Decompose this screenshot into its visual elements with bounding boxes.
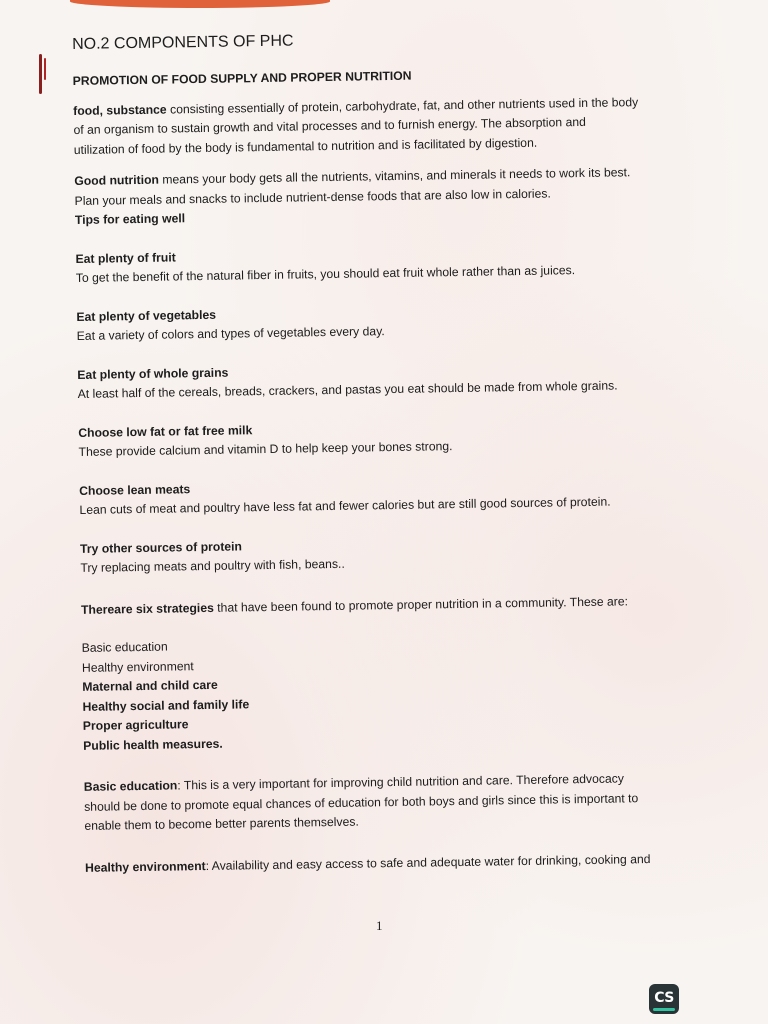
tip-heading: Choose lean meats [79, 481, 191, 498]
tips-heading: Tips for eating well [74, 211, 186, 227]
tip-heading: Try other sources of protein [79, 538, 243, 556]
strategies-intro-text: that have been found to promote proper nutrition in a community. These are: [213, 593, 629, 615]
tip-text: Try replacing meats and poultry with fish, beans.. [80, 556, 345, 575]
margin-mark [39, 54, 42, 94]
basic-education-line-2: should be done to promote equal chances of education for both boys and girls since this is important to [84, 790, 639, 814]
good-nutrition-line-2: Plan your meals and snacks to include nutrient-dense foods that are also low in calories. [74, 185, 551, 208]
tip-text: These provide calcium and vitamin D to help keep your bones strong. [78, 439, 453, 459]
list-item: Basic education [81, 639, 168, 655]
strategies-intro-lead: Thereare six strategies [80, 600, 214, 617]
strategies-list [82, 629, 714, 756]
basic-education-line-3: enable them to become better parents themselves. [84, 814, 359, 833]
good-nutrition-lead: Good nutrition [74, 172, 160, 188]
intro-line-1: consisting essentially of protein, carbohydrate, fat, and other nutrients used in the body [166, 94, 639, 117]
healthy-environment-lead: Healthy environment [84, 858, 206, 875]
tip-heading: Choose low fat or fat free milk [78, 422, 253, 440]
list-item: Maternal and child care [82, 677, 218, 694]
tip-heading: Eat plenty of vegetables [76, 307, 217, 324]
section-subtitle: PROMOTION OF FOOD SUPPLY AND PROPER NUTRITION [72, 68, 412, 88]
basic-education-line-1: : This is a very important for improving child nutrition and care. Therefore advocacy [177, 771, 624, 793]
list-item: Healthy environment [81, 658, 194, 675]
basic-education-paragraph [84, 768, 715, 836]
list-item: Healthy social and family life [82, 696, 250, 714]
tip-text: At least half of the cereals, breads, crackers, and pastas you eat should be made from whole grains. [77, 378, 618, 401]
tip-heading: Eat plenty of fruit [75, 249, 176, 266]
tip-text: To get the benefit of the natural fiber in fruits, you should eat fruit whole rather than as juices. [75, 263, 576, 285]
good-nutrition-line-1: means your body gets all the nutrients, vitamins, and minerals it needs to work its best. [158, 165, 631, 187]
list-item: Public health measures. [83, 736, 223, 753]
intro-paragraph [73, 92, 704, 160]
margin-mark-secondary [44, 58, 46, 80]
intro-line-3: utilization of food by the body is fundamental to nutrition and is facilitated by digestion. [73, 135, 538, 157]
document-body [72, 24, 715, 878]
tip-text: Eat a variety of colors and types of vegetables every day. [76, 324, 385, 343]
intro-line-2: of an organism to sustain growth and vital processes and to furnish energy. The absorption and [73, 114, 586, 137]
basic-education-lead: Basic education [83, 778, 178, 794]
tip-heading: Eat plenty of whole grains [77, 365, 229, 382]
list-item: Proper agriculture [82, 717, 189, 733]
camscanner-logo-icon: CS [649, 984, 679, 1014]
healthy-environment-line-1: : Availability and easy access to safe and adequate water for drinking, cooking and [205, 851, 651, 873]
tip-text: Lean cuts of meat and poultry have less fat and fewer calories but are still good sources of protein. [79, 494, 611, 517]
page-title: NO.2 COMPONENTS OF PHC [72, 32, 294, 53]
page-number: 1 [376, 918, 383, 933]
intro-lead: food, substance [73, 102, 167, 118]
good-nutrition-paragraph [74, 162, 705, 230]
